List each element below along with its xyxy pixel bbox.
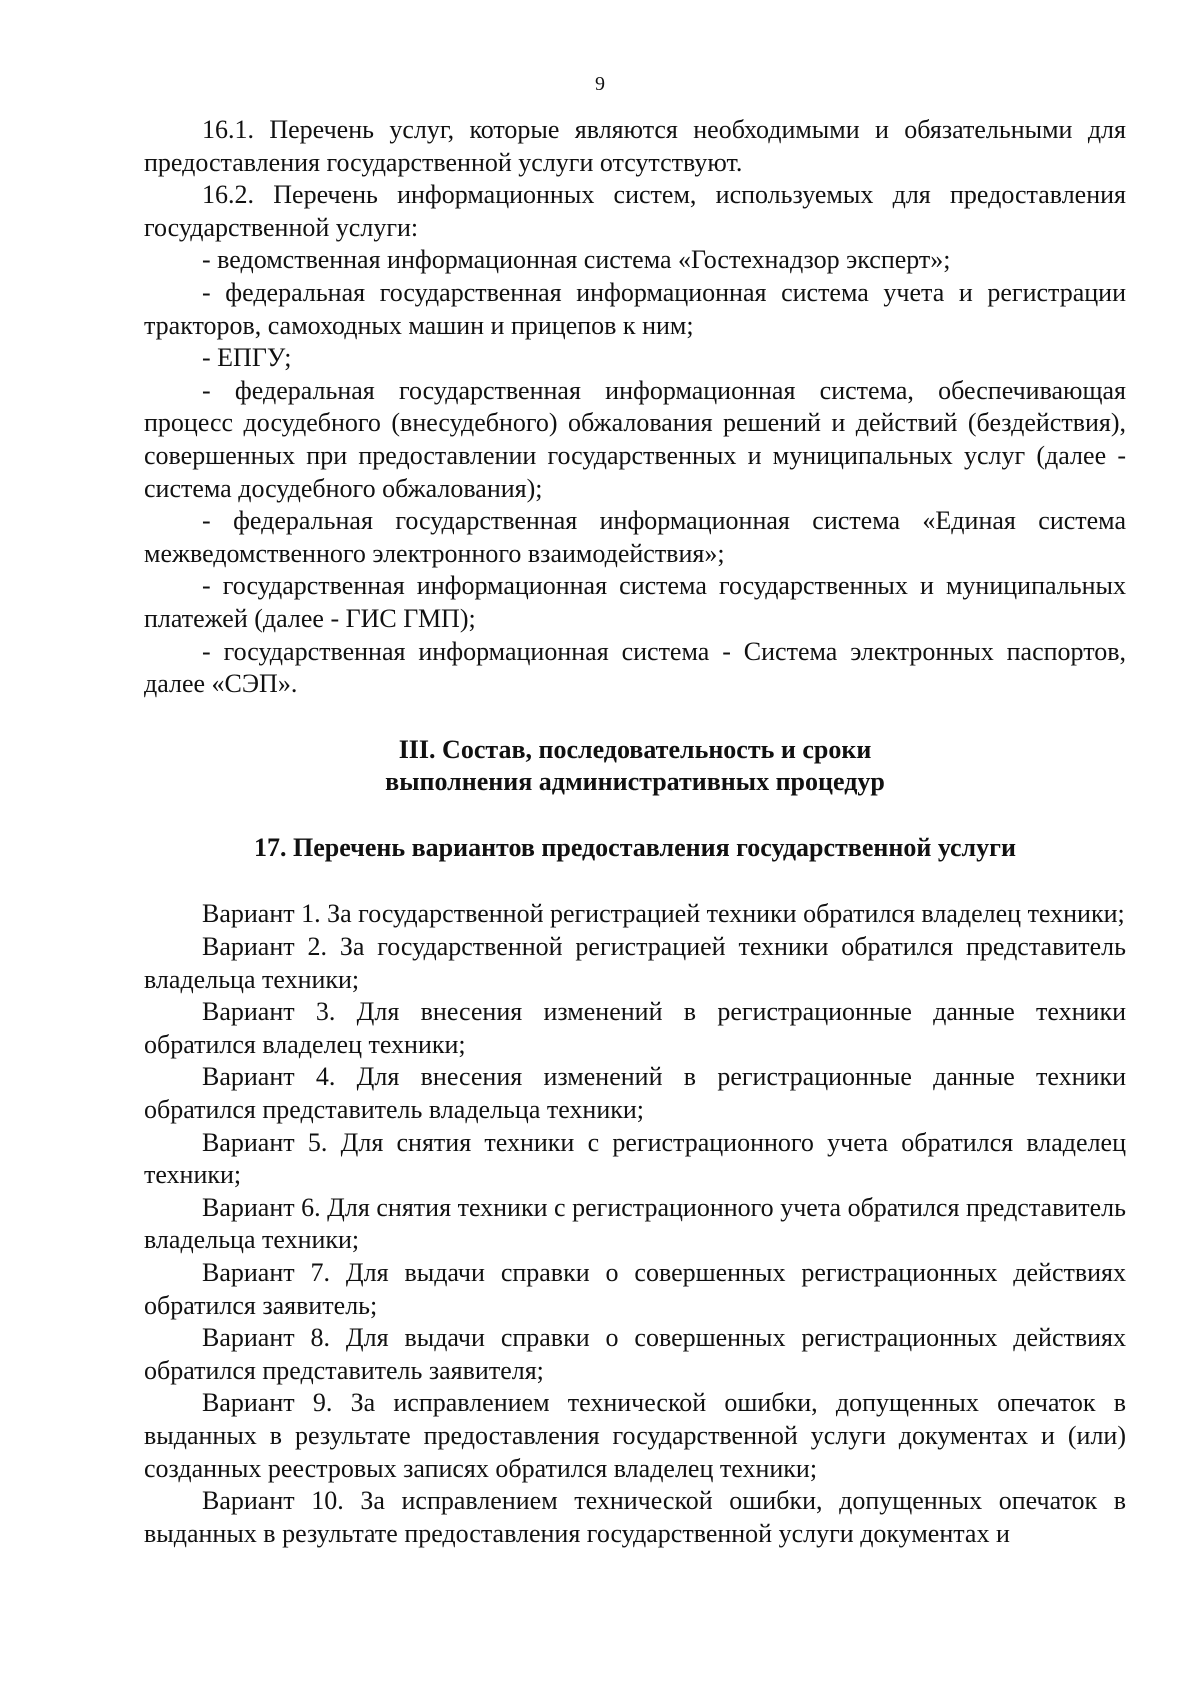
- subsection-heading: 17. Перечень вариантов предоставления государственной услуги: [254, 832, 1016, 862]
- spacer: [144, 864, 1126, 898]
- page-number: 9: [595, 73, 605, 95]
- variant-item: Вариант 5. Для снятия техники с регистрационного учета обратился владелец техники;: [144, 1127, 1126, 1190]
- variant-item: Вариант 8. Для выдачи справки о совершенных регистрационных действиях обратился представитель заявителя;: [144, 1323, 1126, 1385]
- spacer: [144, 799, 1126, 832]
- paragraph-16-2: 16.2. Перечень информационных систем, используемых для предоставления государственной услуги:: [144, 180, 1126, 242]
- variant-item: Вариант 9. За исправлением технической ошибки, допущенных опечаток в выданных в результате предоставления государственной услуги документах и (или) созданных реестровых записях обратился владелец техники;: [144, 1388, 1126, 1483]
- variant-item: Вариант 4. Для внесения изменений в регистрационные данные техники обратился представитель владельца техники;: [144, 1062, 1126, 1125]
- variant-item: Вариант 7. Для выдачи справки о совершенных регистрационных действиях обратился заявитель;: [144, 1258, 1126, 1320]
- variant-item: Вариант 1. За государственной регистрацией техники обратился владелец техники;: [202, 899, 1125, 929]
- paragraph-16-1: 16.1. Перечень услуг, которые являются необходимыми и обязательными для предоставления государственной услуги отсутствуют.: [144, 115, 1126, 177]
- section-heading-line-1: III. Состав, последовательность и сроки: [398, 734, 872, 764]
- variant-item: Вариант 10. За исправлением технической ошибки, допущенных опечаток в выданных в результате предоставления государственной услуги документах и: [144, 1486, 1126, 1548]
- variant-item: Вариант 6. Для снятия техники с регистрационного учета обратился представитель владельца техники;: [144, 1192, 1126, 1255]
- list-item-gostekhnadzor: - ведомственная информационная система «Гостехнадзор эксперт»;: [202, 245, 951, 275]
- list-item-federal-registration-system: - федеральная государственная информационная система учета и регистрации тракторов, самоходных машин и прицепов к ним;: [144, 277, 1126, 340]
- list-item-gis-gmp: - государственная информационная система государственных и муниципальных платежей (далее - ГИС ГМП);: [144, 571, 1126, 633]
- variant-item: Вариант 3. Для внесения изменений в регистрационные данные техники обратился владелец техники;: [144, 997, 1126, 1059]
- list-item-smev: - федеральная государственная информационная система «Единая система межведомственного электронного взаимодействия»;: [144, 506, 1126, 568]
- document-body: [144, 114, 1126, 1550]
- list-item-sep: - государственная информационная система - Система электронных паспортов, далее «СЭП».: [144, 636, 1126, 699]
- list-item-epgu: - ЕПГУ;: [202, 343, 292, 373]
- section-heading: [144, 734, 1126, 799]
- list-item-appeal-system: - федеральная государственная информационная система, обеспечивающая процесс досудебного (внесудебного) обжалования решений и действий (бездействия), совершенных при предоставлении государственных и муниципальных услуг (далее - система досудебного обжалования);: [144, 375, 1126, 503]
- spacer: [144, 701, 1126, 734]
- variant-item: Вариант 2. За государственной регистрацией техники обратился представитель владельца техники;: [144, 932, 1126, 994]
- section-heading-line-2: выполнения административных процедур: [385, 767, 885, 797]
